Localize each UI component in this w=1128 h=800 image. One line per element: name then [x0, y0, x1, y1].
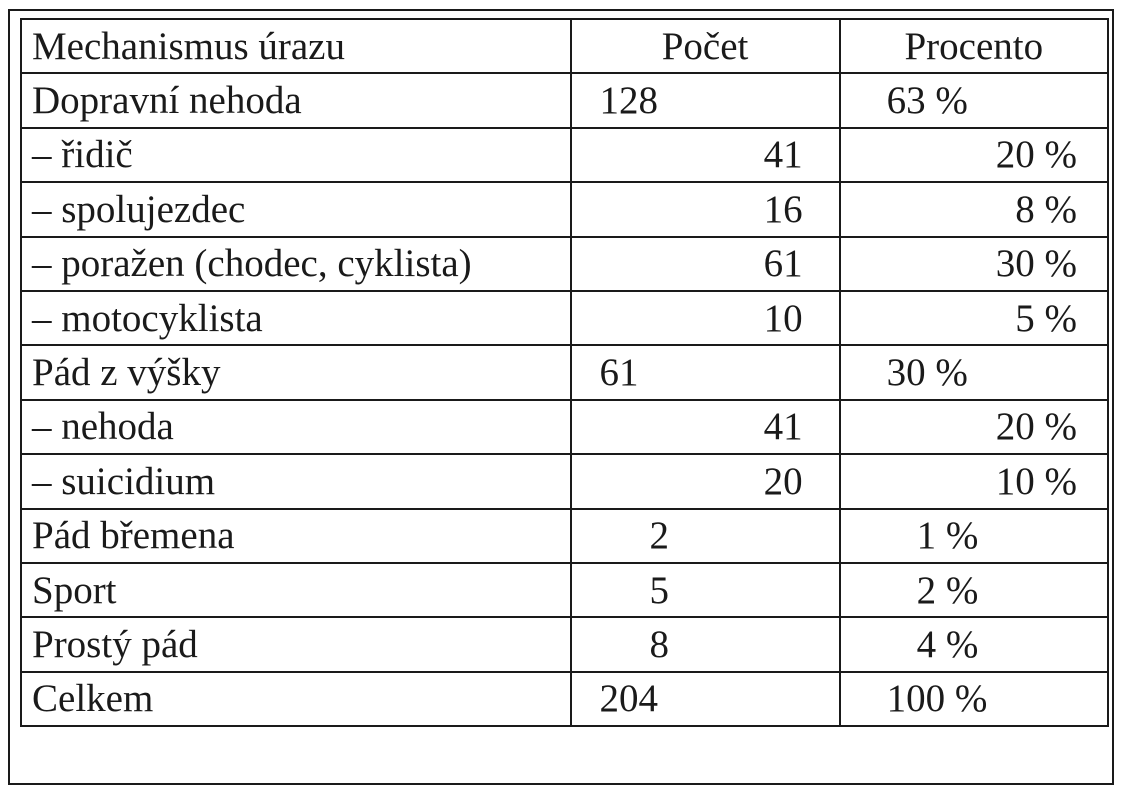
- row-label: – motocyklista: [21, 291, 571, 345]
- row-count: 2: [571, 509, 840, 563]
- table-row: [21, 509, 1108, 563]
- row-percent: 5 %: [840, 291, 1108, 345]
- row-label: Pád břemena: [21, 509, 571, 563]
- row-percent: 8 %: [840, 182, 1108, 236]
- row-percent: 10 %: [840, 454, 1108, 508]
- row-label: – poražen (chodec, cyklista): [21, 237, 571, 291]
- table-row: [21, 291, 1108, 345]
- row-percent: 20 %: [840, 400, 1108, 454]
- row-label: – nehoda: [21, 400, 571, 454]
- row-count: 10: [571, 291, 840, 345]
- table-row: [21, 400, 1108, 454]
- table-row: [21, 454, 1108, 508]
- injury-mechanism-table: [20, 18, 1109, 727]
- row-percent: 63 %: [840, 73, 1108, 127]
- table-row: [21, 73, 1108, 127]
- table-row: [21, 617, 1108, 671]
- row-label: – řidič: [21, 128, 571, 182]
- table-row: [21, 237, 1108, 291]
- header-row: [21, 19, 1108, 73]
- header-percent: Procento: [840, 19, 1108, 73]
- row-count: 41: [571, 128, 840, 182]
- row-count: 128: [571, 73, 840, 127]
- row-count: 204: [571, 672, 840, 726]
- row-label: Dopravní nehoda: [21, 73, 571, 127]
- row-count: 16: [571, 182, 840, 236]
- row-count: 61: [571, 345, 840, 399]
- row-percent: 100 %: [840, 672, 1108, 726]
- header-mechanism: Mechanismus úrazu: [21, 19, 571, 73]
- table-row: [21, 182, 1108, 236]
- row-count: 20: [571, 454, 840, 508]
- row-count: 8: [571, 617, 840, 671]
- row-count: 5: [571, 563, 840, 617]
- table-row: [21, 563, 1108, 617]
- row-count: 41: [571, 400, 840, 454]
- row-label: Pád z výšky: [21, 345, 571, 399]
- header-count: Počet: [571, 19, 840, 73]
- row-label: Celkem: [21, 672, 571, 726]
- row-count: 61: [571, 237, 840, 291]
- row-label: – suicidium: [21, 454, 571, 508]
- row-percent: 30 %: [840, 237, 1108, 291]
- table-row: [21, 345, 1108, 399]
- row-label: Sport: [21, 563, 571, 617]
- table-row: [21, 672, 1108, 726]
- row-percent: 30 %: [840, 345, 1108, 399]
- row-percent: 20 %: [840, 128, 1108, 182]
- table-row: [21, 128, 1108, 182]
- row-label: – spolujezdec: [21, 182, 571, 236]
- row-percent: 4 %: [840, 617, 1108, 671]
- row-percent: 1 %: [840, 509, 1108, 563]
- row-label: Prostý pád: [21, 617, 571, 671]
- row-percent: 2 %: [840, 563, 1108, 617]
